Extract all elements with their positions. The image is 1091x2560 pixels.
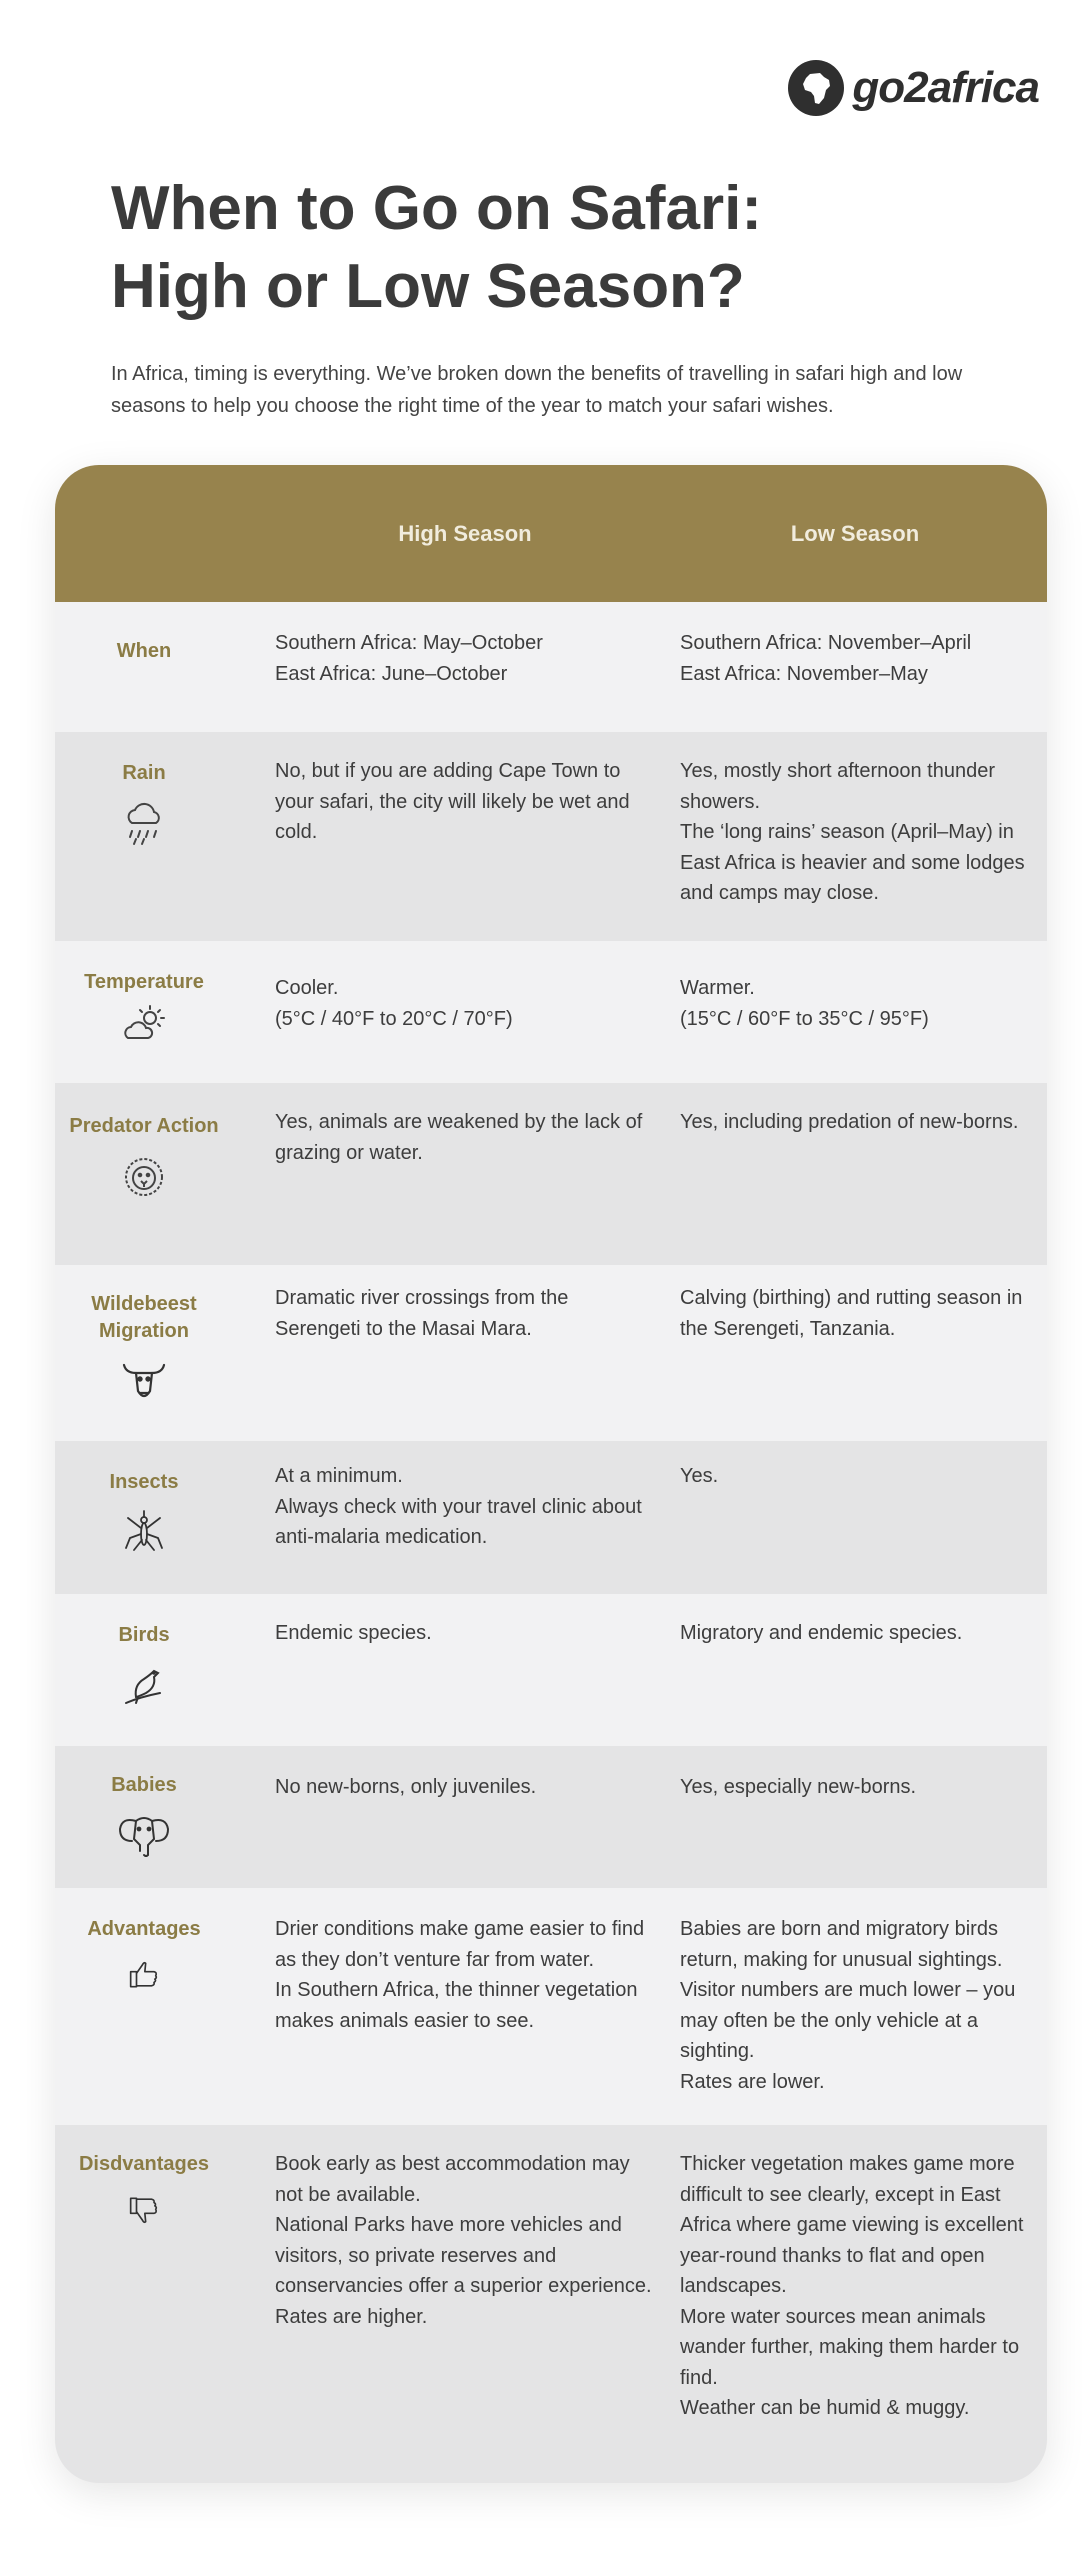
table-row-temperature	[55, 941, 1047, 1083]
brand-name: go2africa	[852, 63, 1039, 112]
row-label: Insects	[109, 1471, 179, 1493]
elephant-icon	[116, 1811, 172, 1859]
high-season-cell: Southern Africa: May–October East Africa: June–October	[275, 632, 543, 685]
row-label: Wildebeest Migration	[91, 1293, 197, 1342]
low-season-cell: Southern Africa: November–April East Africa: November–May	[680, 632, 972, 685]
high-season-cell: Cooler. (5°C / 40°F to 20°C / 70°F)	[275, 977, 513, 1030]
brand-logo[interactable]	[788, 60, 1039, 116]
page-title	[111, 170, 762, 326]
low-season-cell: Yes, including predation of new-borns.	[680, 1111, 1019, 1133]
low-season-cell: Warmer. (15°C / 60°F to 35°C / 95°F)	[680, 977, 929, 1030]
rain-cloud-icon	[120, 799, 168, 847]
row-label: When	[116, 640, 172, 662]
low-season-cell: Calving (birthing) and rutting season in the Serengeti, Tanzania.	[680, 1287, 1023, 1340]
low-season-cell: Yes, especially new-borns.	[680, 1776, 917, 1798]
table-row-advantages	[55, 1888, 1047, 2125]
high-season-cell: Endemic species.	[275, 1622, 432, 1644]
mosquito-icon	[120, 1508, 168, 1556]
page-title-line-2: High or Low Season?	[111, 252, 745, 321]
low-season-cell: Yes.	[680, 1465, 719, 1487]
table-row-wildebeest-migration	[55, 1265, 1047, 1441]
table-row-predator-action	[55, 1083, 1047, 1265]
header-high-season: High Season	[398, 520, 532, 546]
table-row-birds	[55, 1594, 1047, 1746]
row-label: Rain	[122, 762, 166, 784]
low-season-cell: Migratory and endemic species.	[680, 1622, 963, 1644]
intro-text: In Africa, timing is everything. We’ve broken down the benefits of travelling in safari high and low seasons to help you choose the right time of the year to match your safari wishes.	[111, 363, 963, 417]
high-season-cell: No new-borns, only juveniles.	[275, 1776, 537, 1798]
page-title-line-1: When to Go on Safari:	[111, 174, 762, 243]
row-label: Temperature	[84, 971, 204, 993]
high-season-cell: Book early as best accommodation may not be available. National Parks have more vehicles and visitors, so private reserves and conservancies offer a superior experience. Rates are higher.	[275, 2153, 652, 2328]
low-season-cell: Thicker vegetation makes game more difficult to see clearly, except in East Africa where game viewing is excellent year-round thanks to flat and open landscapes. More water sources mean animals wander further, making them harder to find. Weather can be humid & muggy.	[680, 2153, 1024, 2419]
row-label: Disdvantages	[78, 2153, 210, 2175]
season-comparison-table	[55, 465, 1047, 2483]
thumbs-up-icon	[124, 1955, 164, 1995]
high-season-cell: No, but if you are adding Cape Town to your safari, the city will likely be wet and cold.	[275, 760, 630, 843]
low-season-cell: Babies are born and migratory birds return, making for unusual sightings. Visitor numbers are much lower – you may often be the only vehicle at a sighting. Rates are lower.	[680, 1918, 1016, 2093]
thumbs-down-icon	[124, 2190, 164, 2230]
sun-cloud-icon	[120, 1000, 168, 1048]
wildebeest-icon	[120, 1357, 168, 1405]
lion-icon	[120, 1152, 168, 1200]
table-row-insects	[55, 1441, 1047, 1594]
table-row-when	[55, 602, 1047, 732]
high-season-cell: At a minimum. Always check with your travel clinic about anti-malaria medication.	[275, 1465, 642, 1548]
africa-globe-icon	[788, 60, 844, 116]
low-season-cell: Yes, mostly short afternoon thunder showers. The ‘long rains’ season (April–May) in East Africa is heavier and some lodges and camps may close.	[680, 760, 1025, 904]
table-row-disadvantages	[55, 2125, 1047, 2483]
table-header	[55, 465, 1047, 602]
row-label: Birds	[118, 1624, 170, 1646]
bird-icon	[120, 1661, 168, 1709]
high-season-cell: Dramatic river crossings from the Serengeti to the Masai Mara.	[275, 1287, 569, 1340]
table-row-rain	[55, 732, 1047, 941]
row-label: Advantages	[87, 1918, 201, 1940]
header-low-season: Low Season	[790, 520, 920, 546]
row-label: Predator Action	[69, 1115, 219, 1137]
high-season-cell: Drier conditions make game easier to find as they don’t venture far from water. In Southern Africa, the thinner vegetation makes animals easier to see.	[275, 1918, 645, 2032]
high-season-cell: Yes, animals are weakened by the lack of grazing or water.	[275, 1111, 643, 1164]
table-row-babies	[55, 1746, 1047, 1888]
row-label: Babies	[111, 1774, 177, 1796]
